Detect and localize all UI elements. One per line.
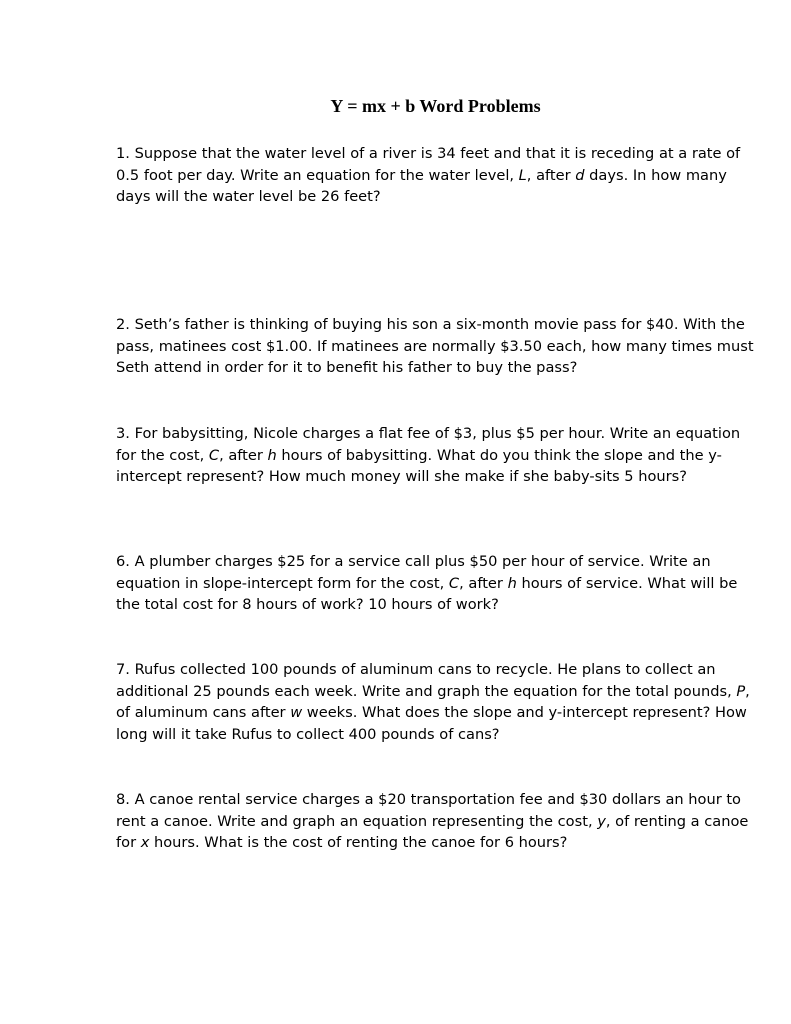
problem-2 — [116, 314, 756, 379]
problem-8-text — [116, 789, 756, 854]
problem-7 — [116, 659, 756, 745]
variable-h: h — [507, 574, 517, 592]
problem-number: 8. — [116, 791, 130, 808]
variable-y: y — [597, 812, 606, 830]
variable-C: C — [448, 574, 460, 592]
problem-number: 3. — [116, 425, 130, 442]
problem-text: Suppose that the water level of a river is 34 feet and that it is receding at a rate of 0.5 foot per day. Write an equation for the water level, — [116, 145, 741, 184]
problem-text: Rufus collected 100 pounds of aluminum cans to recycle. He plans to collect an additional 25 pounds each week. Write and graph the equation for the total pounds, — [116, 661, 737, 700]
variable-L: L — [518, 166, 527, 184]
problem-7-text — [116, 659, 756, 745]
problem-3 — [116, 423, 756, 488]
problem-text: Seth’s father is thinking of buying his son a six-month movie pass for $40. With the pass, matinees cost $1.00. If matinees are normally $3.50 each, how many times must Seth attend in order for it to benefit his father to buy the pass? — [116, 316, 754, 376]
variable-h: h — [267, 446, 277, 464]
problem-text: , of renting a canoe for — [116, 812, 749, 851]
problem-3-text — [116, 423, 756, 488]
variable-x: x — [140, 834, 150, 851]
problem-1-text — [116, 143, 756, 208]
problem-text: , after — [526, 166, 576, 184]
problem-number: 1. — [116, 145, 130, 162]
problem-1 — [116, 143, 756, 208]
problem-text: For babysitting, Nicole charges a flat fee of $3, plus $5 per hour. Write an equation for the cost, — [116, 425, 741, 464]
problem-6 — [116, 551, 756, 616]
problem-2-text — [116, 314, 756, 379]
problem-text: days. In how many days will the water level be 26 feet? — [116, 166, 727, 205]
problem-number: 6. — [116, 553, 130, 570]
problem-8 — [116, 789, 756, 854]
problem-text: weeks. What does the slope and y-intercept represent? How long will it take Rufus to collect 400 pounds of cans? — [116, 704, 747, 743]
problem-text: , after — [219, 446, 268, 464]
problem-text: hours of babysitting. What do you think the slope and the y-intercept represent? How much money will she make if she baby-sits 5 hours? — [116, 446, 722, 485]
variable-C: C — [208, 446, 220, 464]
variable-d: d — [575, 166, 585, 184]
worksheet-title: Y = mx + b Word Problems — [330, 96, 541, 116]
problem-6-text — [116, 551, 756, 616]
problem-text: A canoe rental service charges a $20 transportation fee and $30 dollars an hour to rent a canoe. Write and graph an equation representing the cost, — [116, 791, 741, 830]
problem-number: 2. — [116, 316, 130, 333]
problem-text: hours. What is the cost of renting the canoe for 6 hours? — [149, 834, 568, 851]
variable-P: P — [736, 682, 746, 700]
variable-w: w — [290, 704, 303, 721]
problem-text: hours of service. What will be the total cost for 8 hours of work? 10 hours of work? — [116, 574, 738, 613]
problem-text: , of aluminum cans after — [116, 682, 750, 721]
problem-text: , after — [459, 574, 508, 592]
problem-text: A plumber charges $25 for a service call plus $50 per hour of service. Write an equation in slope-intercept form for the cost, — [116, 553, 711, 592]
problem-number: 7. — [116, 661, 130, 678]
